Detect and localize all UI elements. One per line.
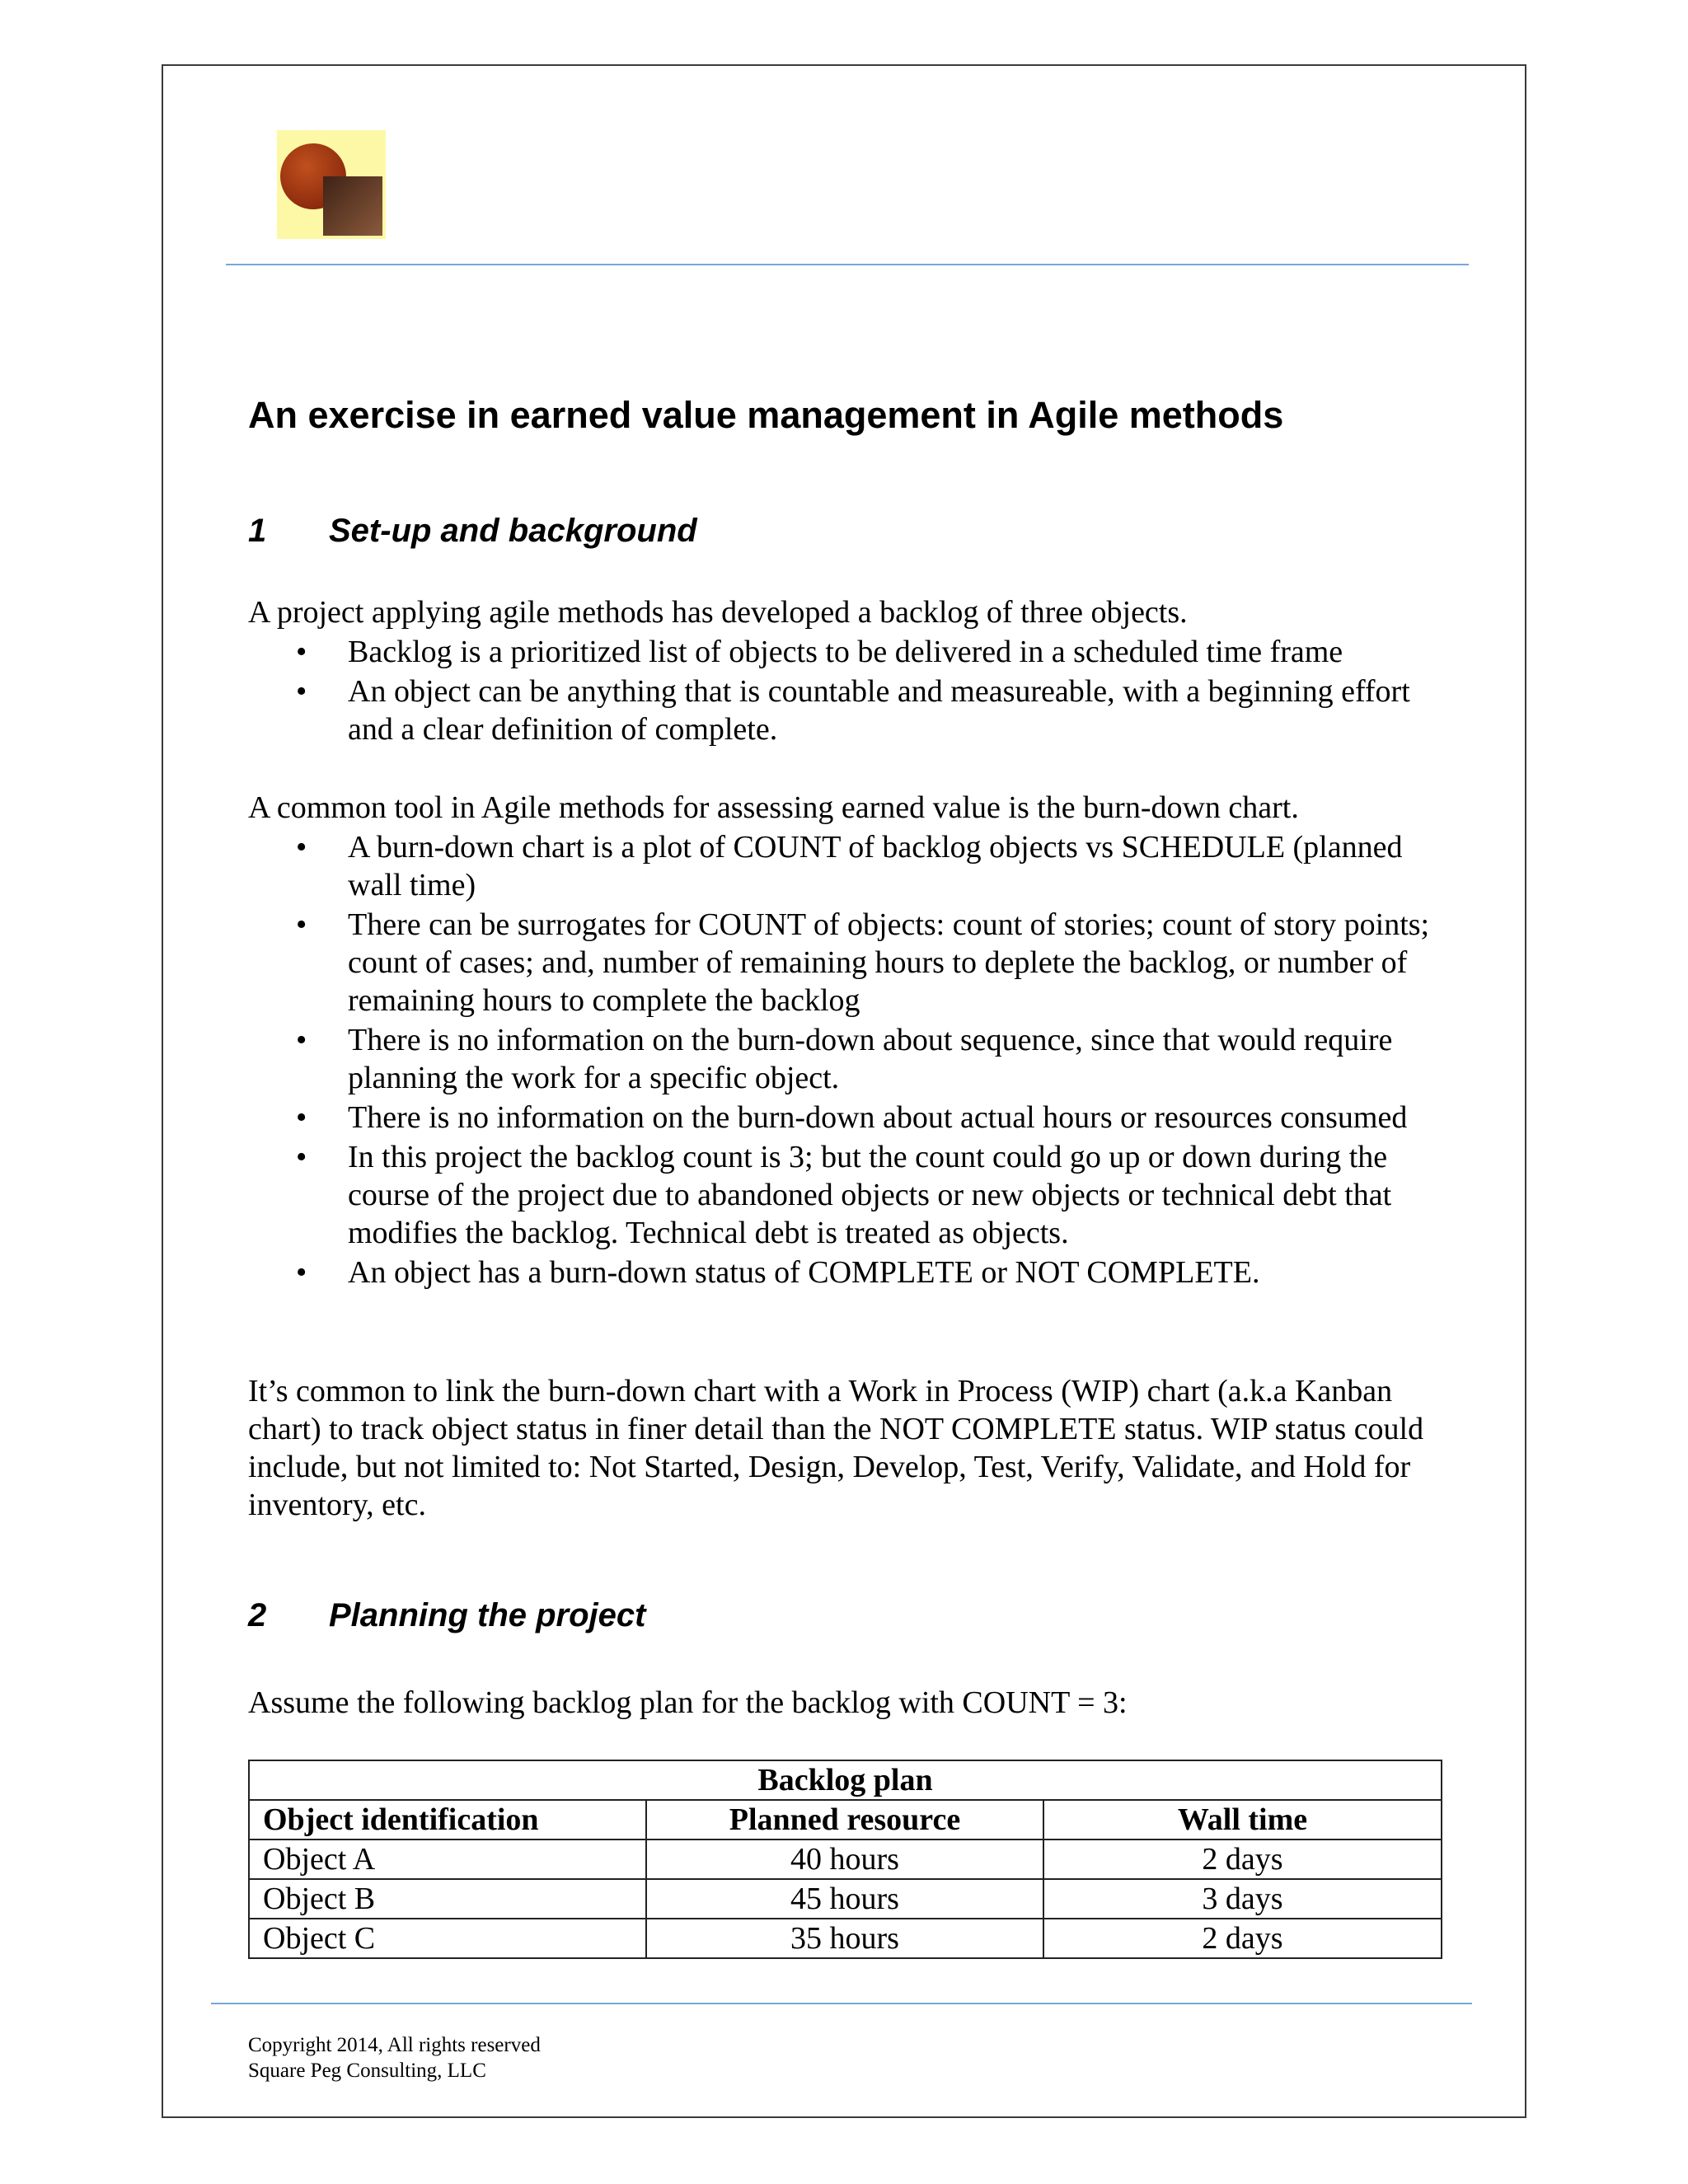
section-1-title: Set-up and background [329, 513, 697, 549]
section-2-heading [248, 1597, 645, 1634]
table-cell: Object A [249, 1840, 646, 1879]
table-cell: 2 days [1043, 1840, 1442, 1879]
bullet-icon: • [296, 830, 307, 865]
table-row [249, 1879, 1442, 1919]
table-cell: Object C [249, 1919, 646, 1958]
list-item: • There is no information on the burn-down about actual hours or resources consumed [296, 1100, 1408, 1135]
bullet-icon: • [296, 907, 307, 942]
document-title: An exercise in earned value management in Agile methods [248, 394, 1284, 436]
burn-down-bullet-list [248, 828, 1435, 1293]
table-cell: 3 days [1043, 1879, 1442, 1919]
column-header: Wall time [1043, 1800, 1442, 1840]
table-row [249, 1840, 1442, 1879]
bullet-icon: • [296, 1100, 307, 1135]
table-caption: Backlog plan [249, 1760, 1442, 1800]
backlog-plan-table [248, 1760, 1442, 1959]
table-cell: 35 hours [646, 1919, 1043, 1958]
column-header: Object identification [249, 1800, 646, 1840]
intro-bullet-list [248, 633, 1435, 750]
table-caption-row [249, 1760, 1442, 1800]
column-header: Planned resource [646, 1800, 1043, 1840]
list-item: • There can be surrogates for COUNT of objects: count of stories; count of story points; count of cases; and, number of remaining hours to deplete the backlog, or number of remaining hours to complete the backlog [296, 907, 1430, 1018]
section-1-intro: A project applying agile methods has developed a backlog of three objects. [248, 595, 1188, 630]
bullet-icon: • [296, 674, 307, 709]
list-item: • Backlog is a prioritized list of objects to be delivered in a scheduled time frame [296, 635, 1343, 669]
bullet-icon: • [296, 1023, 307, 1057]
footer-divider [211, 2003, 1472, 2004]
bullet-icon: • [296, 1140, 307, 1174]
bullet-icon: • [296, 635, 307, 669]
table-row [249, 1919, 1442, 1958]
page-footer [248, 2032, 541, 2083]
section-2-title: Planning the project [329, 1597, 646, 1633]
table-cell: 45 hours [646, 1879, 1043, 1919]
list-item: • An object has a burn-down status of COMPLETE or NOT COMPLETE. [296, 1255, 1260, 1290]
section-1-heading [248, 513, 697, 550]
list-item: • In this project the backlog count is 3; but the count could go up or down during the course of the project due to abandoned objects or new objects or technical debt that modifies the backlog. Technical debt is treated as objects. [296, 1140, 1392, 1250]
copyright-text: Copyright 2014, All rights reserved [248, 2034, 541, 2056]
table-cell: 40 hours [646, 1840, 1043, 1879]
company-logo-icon [277, 130, 386, 239]
burn-down-intro: A common tool in Agile methods for assessing earned value is the burn-down chart. [248, 790, 1299, 825]
header-divider [226, 264, 1469, 265]
table-header-row [249, 1800, 1442, 1840]
section-2-intro: Assume the following backlog plan for the backlog with COUNT = 3: [248, 1685, 1128, 1720]
list-item: • An object can be anything that is countable and measureable, with a beginning effort and a clear definition of complete. [296, 674, 1410, 747]
section-1-number: 1 [248, 513, 267, 549]
table-cell: Object B [249, 1879, 646, 1919]
wip-paragraph: It’s common to link the burn-down chart with a Work in Process (WIP) chart (a.k.a Kanban chart) to track object status in finer detail than the NOT COMPLETE status. WIP status could include, but not limited to: Not Started, Design, Develop, Test, Verify, Validate, and Hold for inventory, etc. [248, 1374, 1424, 1522]
table-cell: 2 days [1043, 1919, 1442, 1958]
list-item: • There is no information on the burn-down about sequence, since that would require planning the work for a specific object. [296, 1023, 1393, 1095]
section-2-number: 2 [248, 1597, 267, 1633]
bullet-icon: • [296, 1255, 307, 1290]
list-item: • A burn-down chart is a plot of COUNT of backlog objects vs SCHEDULE (planned wall time) [296, 830, 1403, 902]
company-name: Square Peg Consulting, LLC [248, 2060, 486, 2082]
